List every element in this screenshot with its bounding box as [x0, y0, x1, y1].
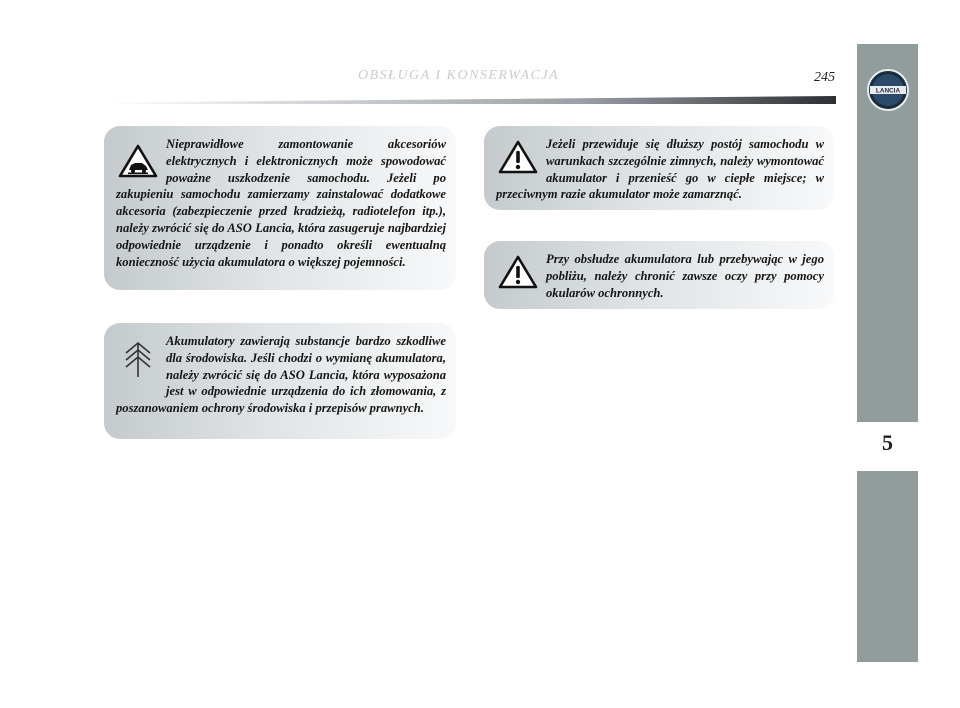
warning-triangle-icon	[498, 253, 538, 291]
lancia-logo-icon	[866, 68, 910, 112]
section-title: OBSŁUGA I KONSERWACJA	[358, 68, 560, 83]
warning-triangle-icon	[498, 138, 538, 176]
note-box-accessories	[104, 126, 456, 290]
note-box-cold-storage	[484, 126, 834, 210]
page-number: 245	[814, 70, 835, 85]
note-box-environment	[104, 323, 456, 439]
header-rule	[106, 96, 836, 104]
car-lift-warning-icon	[118, 142, 158, 180]
note-text: Przy obsłudze akumulatora lub przebywając w jego pobliżu, należy chronić zawsze oczy przy pomocy okularów ochronnych.	[546, 252, 824, 300]
note-box-eye-protection	[484, 241, 834, 309]
side-tab-lower	[857, 471, 918, 662]
logo-text: LANCIA	[875, 87, 901, 95]
note-text: Akumulatory zawierają substancje bardzo szkodliwe dla środowiska. Jeśli chodzi o wymianę akumulatora, należy zwrócić się do ASO Lancia, która wyposażona jest w odpowiednie urządzenia do ich złomowania, z poszanowaniem ochrony środowiska i przepisów prawnych.	[116, 334, 446, 416]
note-text: Nieprawidłowe zamontowanie akcesoriów elektrycznych i elektronicznych może spowodować poważne uszkodzenie samochodu. Jeżeli po zakupieniu samochodu zamierzamy zainstalować dodatkowe akcesoria (zabezpieczenie przed kradzieżą, radiotelefon itp.), należy zwrócić się do ASO Lancia, która zasugeruje najbardziej odpowiednie urządzenie i ponadto określi ewentualną konieczność użycia akumulatora o większej pojemności.	[116, 137, 446, 269]
environment-tree-icon	[118, 335, 158, 381]
chapter-number: 5	[882, 430, 893, 455]
note-text: Jeżeli przewiduje się dłuższy postój samochodu w warunkach szczególnie zimnych, należy wymontować akumulator i przenieść go w ciepłe miejsce; w przeciwnym razie akumulator może zamarznąć.	[496, 137, 824, 202]
